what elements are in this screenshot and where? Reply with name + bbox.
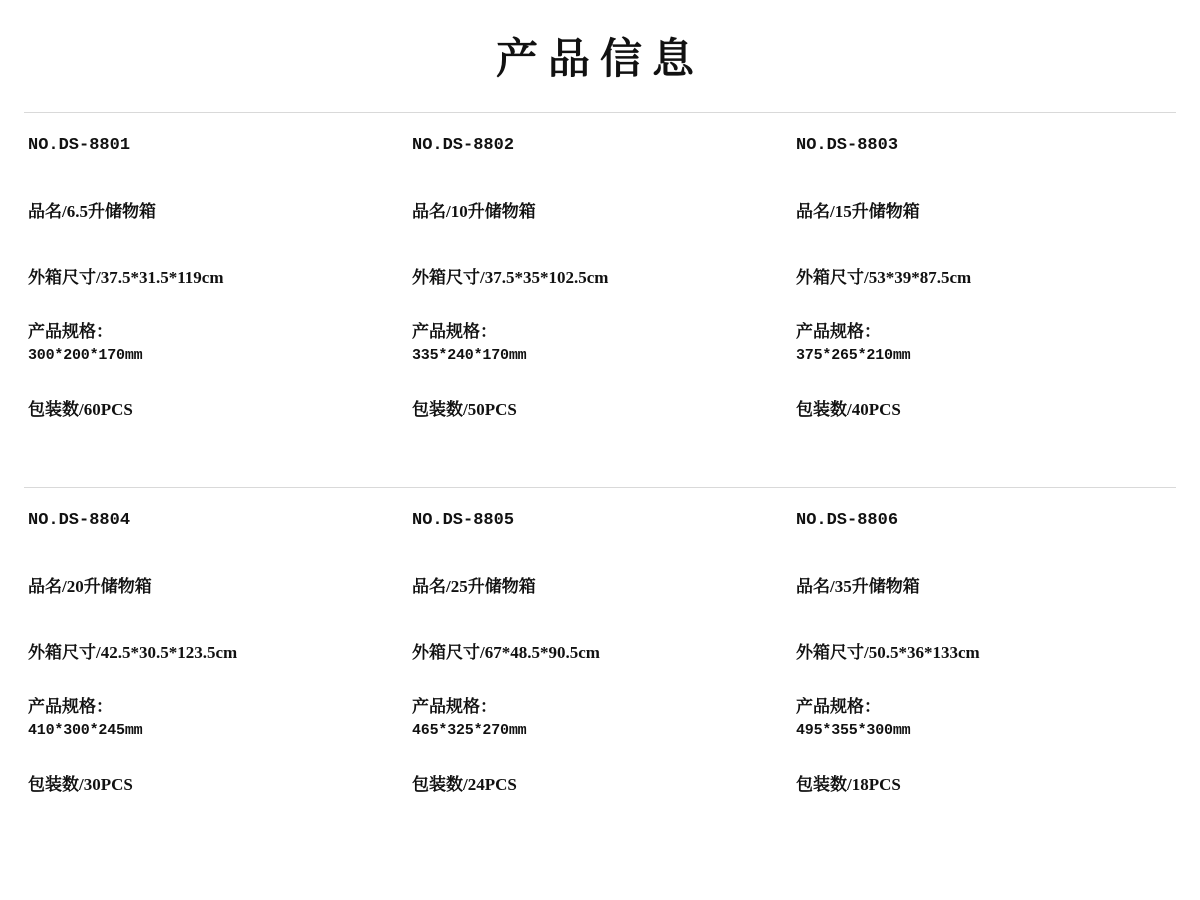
carton-size: 外箱尺寸/42.5*30.5*123.5cm — [28, 643, 238, 662]
spec-label: 产品规格： — [796, 697, 881, 716]
product-spec-table — [24, 112, 1176, 818]
product-cell — [408, 179, 792, 245]
spec-label: 产品规格： — [796, 322, 881, 341]
product-no: NO.DS-8804 — [28, 511, 131, 530]
carton-size: 外箱尺寸/53*39*87.5cm — [796, 268, 972, 287]
spec-value: 465*325*270mm — [412, 722, 527, 739]
spacer-cell — [24, 443, 408, 488]
product-name: 品名/20升储物箱 — [28, 577, 152, 596]
product-cell — [408, 311, 792, 377]
table-row — [24, 686, 1176, 752]
table-row — [24, 179, 1176, 245]
product-no: NO.DS-8805 — [412, 511, 515, 530]
product-cell — [24, 686, 408, 752]
product-cell — [24, 554, 408, 620]
product-cell — [408, 113, 792, 180]
product-cell — [24, 377, 408, 443]
product-cell — [408, 752, 792, 818]
product-cell — [24, 311, 408, 377]
page-title: 产品信息 — [495, 35, 704, 82]
product-cell — [792, 488, 1176, 555]
table-row — [24, 245, 1176, 311]
table-row — [24, 554, 1176, 620]
product-cell — [792, 377, 1176, 443]
spacer-cell — [408, 443, 792, 488]
table-row — [24, 488, 1176, 555]
spec-label: 产品规格： — [412, 322, 497, 341]
product-cell — [24, 620, 408, 686]
product-cell — [408, 488, 792, 555]
product-cell — [792, 311, 1176, 377]
spec-value: 410*300*245mm — [28, 722, 143, 739]
product-cell — [408, 620, 792, 686]
product-no: NO.DS-8802 — [412, 136, 515, 155]
product-no: NO.DS-8806 — [796, 511, 899, 530]
product-cell — [792, 113, 1176, 180]
pack-qty: 包装数/60PCS — [28, 400, 133, 419]
pack-qty: 包装数/50PCS — [412, 400, 517, 419]
product-cell — [24, 752, 408, 818]
pack-qty: 包装数/24PCS — [412, 775, 517, 794]
spec-value: 495*355*300mm — [796, 722, 911, 739]
carton-size: 外箱尺寸/37.5*31.5*119cm — [28, 268, 224, 287]
product-cell — [24, 488, 408, 555]
product-cell — [792, 752, 1176, 818]
table-row — [24, 377, 1176, 443]
product-cell — [792, 179, 1176, 245]
carton-size: 外箱尺寸/37.5*35*102.5cm — [412, 268, 609, 287]
carton-size: 外箱尺寸/50.5*36*133cm — [796, 643, 980, 662]
pack-qty: 包装数/30PCS — [28, 775, 133, 794]
product-cell — [408, 554, 792, 620]
product-cell — [792, 554, 1176, 620]
product-cell — [792, 245, 1176, 311]
product-name: 品名/35升储物箱 — [796, 577, 920, 596]
pack-qty: 包装数/18PCS — [796, 775, 901, 794]
product-cell — [792, 686, 1176, 752]
table-row — [24, 113, 1176, 180]
pack-qty: 包装数/40PCS — [796, 400, 901, 419]
product-cell — [24, 179, 408, 245]
carton-size: 外箱尺寸/67*48.5*90.5cm — [412, 643, 600, 662]
spec-value: 335*240*170mm — [412, 347, 527, 364]
product-name: 品名/6.5升储物箱 — [28, 202, 156, 221]
product-name: 品名/25升储物箱 — [412, 577, 536, 596]
table-spacer-row — [24, 443, 1176, 488]
product-cell — [408, 686, 792, 752]
product-no: NO.DS-8801 — [28, 136, 131, 155]
product-cell — [24, 113, 408, 180]
table-row — [24, 752, 1176, 818]
spacer-cell — [792, 443, 1176, 488]
product-cell — [408, 377, 792, 443]
spec-label: 产品规格： — [28, 697, 113, 716]
product-cell — [792, 620, 1176, 686]
table-row — [24, 311, 1176, 377]
product-cell — [408, 245, 792, 311]
table-row — [24, 620, 1176, 686]
spec-value: 300*200*170mm — [28, 347, 143, 364]
spec-label: 产品规格： — [412, 697, 497, 716]
spec-label: 产品规格： — [28, 322, 113, 341]
spec-value: 375*265*210mm — [796, 347, 911, 364]
product-cell — [24, 245, 408, 311]
product-no: NO.DS-8803 — [796, 136, 899, 155]
product-name: 品名/10升储物箱 — [412, 202, 536, 221]
product-name: 品名/15升储物箱 — [796, 202, 920, 221]
